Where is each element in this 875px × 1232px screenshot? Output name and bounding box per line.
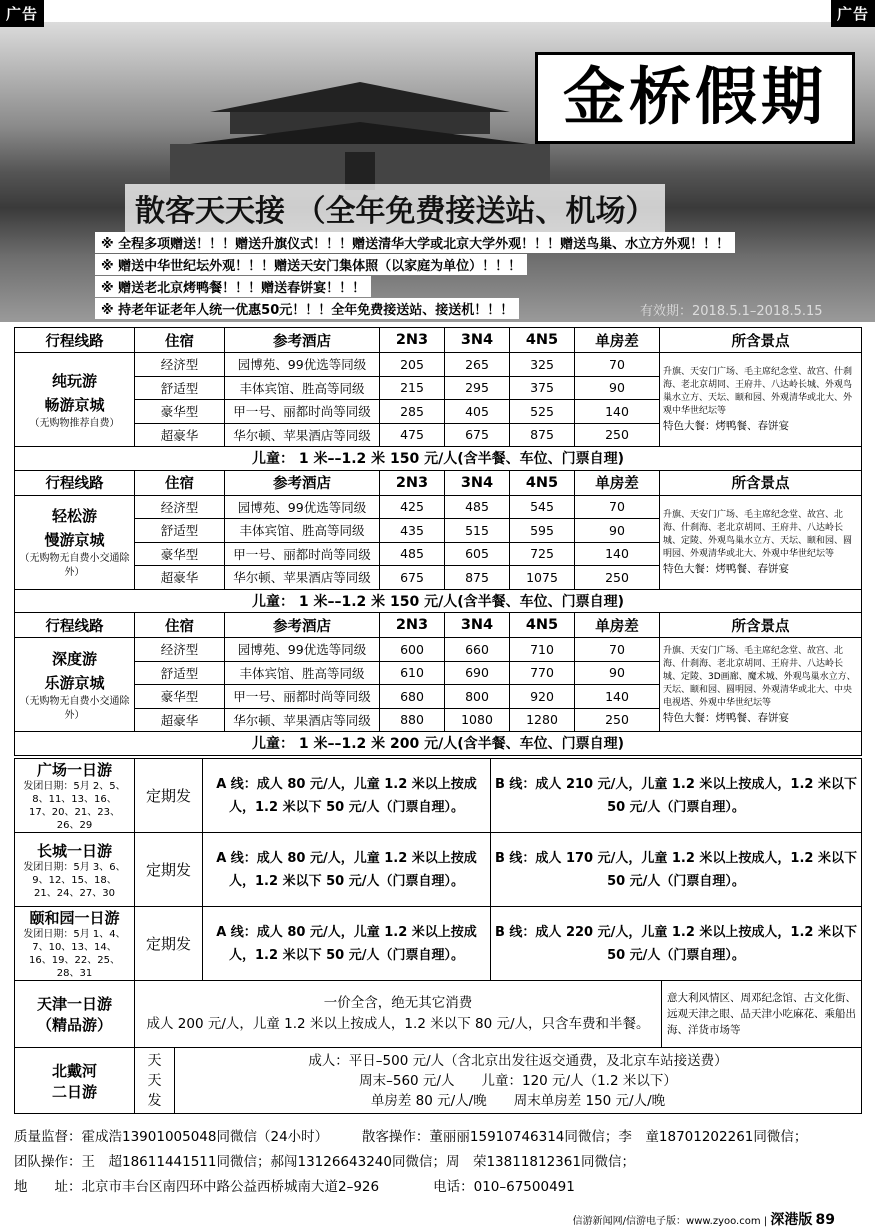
route-cell (15, 353, 135, 447)
table-cell: 710 (510, 638, 575, 662)
contact-line: 质量监督：霍成浩13901005048同微信（24小时） 散客操作：董丽丽15910746314同微信；李 童18701202261同微信； (14, 1129, 808, 1145)
table-row (15, 495, 862, 519)
child-price-row (15, 589, 862, 613)
column-header: 2N3 (380, 328, 445, 353)
column-header: 单房差 (575, 613, 660, 638)
table-cell: 超豪华 (135, 708, 225, 732)
table-cell: 丰体宾馆、胜高等同级 (225, 376, 380, 400)
route-name: 深度游 (51, 649, 97, 668)
table-cell: 经济型 (135, 353, 225, 377)
table-cell: 140 (575, 542, 660, 566)
column-header: 行程线路 (15, 328, 135, 353)
day-tour-frequency: 定期发 (135, 833, 203, 907)
route-note: （无购物推荐自费） (29, 417, 120, 429)
table-cell: 70 (575, 495, 660, 519)
scenic-cell (660, 353, 862, 447)
column-header: 参考酒店 (225, 328, 380, 353)
package-table (14, 327, 862, 756)
promo-line: ※ 持老年证老年人统一优惠50元！！！全年免费接送站、接送机！！！ (95, 298, 519, 319)
table-row (15, 353, 862, 377)
column-header: 4N5 (510, 470, 575, 495)
scenic-list: 升旗、天安门广场、毛主席纪念堂、故宫、什刹海、老北京胡同、王府井、八达岭长城、外观鸟巢水立方、天坛、颐和园、外观清华或北大、外观中华世纪坛等 (663, 367, 853, 416)
meal-note: 特色大餐：烤鸭餐、春饼宴 (663, 711, 789, 724)
day-tour-table (14, 758, 862, 981)
line-b: B 线：成人 170 元/人，儿童 1.2 米以上按成人，1.2 米以下 50 元/人（门票自理）。 (491, 833, 862, 907)
day-tour-name: 广场一日游 (36, 761, 112, 779)
beidaihe-price: 周末–560 元/人 儿童：120 元/人（1.2 米以下） (359, 1072, 677, 1089)
table-cell: 豪华型 (135, 685, 225, 709)
column-header: 4N5 (510, 613, 575, 638)
table-cell: 435 (380, 519, 445, 543)
tianjin-price: 成人 200 元/人，儿童 1.2 米以上按成人，1.2 米以下 80 元/人，只含车费和半餐。 (146, 1016, 650, 1032)
table-cell: 1075 (510, 566, 575, 590)
route-cell (15, 638, 135, 732)
table-cell: 770 (510, 661, 575, 685)
route-name: 轻松游 (51, 507, 97, 525)
table-cell: 超豪华 (135, 566, 225, 590)
day-tour-dates: 发团日期：5月 1、4、7、10、13、14、16、19、22、25、28、31 (23, 929, 126, 979)
route-name: 慢游京城 (44, 531, 105, 549)
day-tour-name: 颐和园一日游 (29, 909, 120, 927)
table-cell: 675 (380, 566, 445, 590)
scenic-cell (660, 495, 862, 589)
table-cell: 豪华型 (135, 400, 225, 424)
table-cell: 295 (445, 376, 510, 400)
day-tour-frequency: 定期发 (135, 759, 203, 833)
child-price: 儿童： 1 米––1.2 米 200 元/人(含半餐、车位、门票自理) (15, 732, 862, 756)
beidaihe-name: 二日游 (51, 1082, 97, 1101)
header-row (15, 470, 862, 495)
table-cell: 205 (380, 353, 445, 377)
child-price: 儿童： 1 米––1.2 米 150 元/人(含半餐、车位、门票自理) (15, 447, 862, 471)
table-cell: 600 (380, 638, 445, 662)
table-cell: 405 (445, 400, 510, 424)
column-header: 参考酒店 (225, 470, 380, 495)
column-header: 行程线路 (15, 613, 135, 638)
column-header: 3N4 (445, 470, 510, 495)
table-cell: 250 (575, 566, 660, 590)
table-row (15, 638, 862, 662)
hero-banner (0, 22, 875, 322)
table-cell: 265 (445, 353, 510, 377)
tianjin-scenic: 意大利风情区、周邓纪念馆、古文化街、远观天津之眼、品天津小吃麻花、乘船出海、洋货市场等 (662, 981, 862, 1048)
table-cell: 华尔顿、苹果酒店等同级 (225, 708, 380, 732)
column-header: 3N4 (445, 613, 510, 638)
slogan: 散客天天接 （全年免费接送站、机场） (125, 184, 665, 232)
column-header: 3N4 (445, 328, 510, 353)
header-row (15, 328, 862, 353)
table-cell: 90 (575, 661, 660, 685)
beidaihe-name: 北戴河 (51, 1061, 97, 1080)
table-cell: 90 (575, 519, 660, 543)
ad-tag-left: 广告 (0, 0, 44, 27)
table-cell: 690 (445, 661, 510, 685)
table-cell: 875 (510, 423, 575, 447)
day-tour-dates: 发团日期：5月 3、6、9、12、15、18、21、24、27、30 (23, 861, 126, 899)
beidaihe-price: 单房差 80 元/人/晚 周末单房差 150 元/人/晚 (370, 1092, 666, 1109)
table-cell: 375 (510, 376, 575, 400)
table-cell: 园博苑、99优选等同级 (225, 353, 380, 377)
table-cell: 舒适型 (135, 519, 225, 543)
beidaihe-table (14, 1047, 862, 1114)
column-header: 单房差 (575, 328, 660, 353)
footer: 信游新闻网/信游电子版：www.zyoo.com | 深港版 89 (572, 1212, 835, 1228)
footer-site: 信游新闻网/信游电子版：www.zyoo.com (572, 1216, 761, 1227)
validity: 有效期：2018.5.1–2018.5.15 (640, 304, 823, 319)
column-header: 参考酒店 (225, 613, 380, 638)
table-cell: 725 (510, 542, 575, 566)
route-note: （无购物无自费小交通除外） (19, 553, 130, 578)
day-tour-name: 长城一日游 (36, 841, 112, 860)
table-cell: 甲一号、丽都时尚等同级 (225, 542, 380, 566)
promo-line: ※ 赠送老北京烤鸭餐！！！赠送春饼宴！！！ (95, 276, 371, 297)
child-price-row (15, 447, 862, 471)
contact-line: 团队操作：王 超18611441511同微信；郝闯13126643240同微信；周 荣13811812361同微信； (14, 1154, 635, 1170)
promo-line: ※ 赠送中华世纪坛外观！！！赠送天安门集体照（以家庭为单位）！！！ (95, 254, 527, 275)
table-cell: 1280 (510, 708, 575, 732)
promo-line: ※ 全程多项赠送！！！赠送升旗仪式！！！赠送清华大学或北京大学外观！！！赠送鸟巢、水立方外观！！！ (95, 232, 735, 253)
table-cell: 经济型 (135, 638, 225, 662)
table-cell: 485 (380, 542, 445, 566)
day-tour-dates: 发团日期：5月 2、5、8、11、13、16、17、20、21、23、26、29 (23, 781, 126, 831)
beidaihe-frequency: 天 (147, 1072, 162, 1089)
table-cell: 华尔顿、苹果酒店等同级 (225, 423, 380, 447)
table-cell: 250 (575, 423, 660, 447)
line-b: B 线：成人 210 元/人，儿童 1.2 米以上按成人，1.2 米以下 50 元/人（门票自理）。 (491, 759, 862, 833)
ad-tag-right: 广告 (831, 0, 875, 27)
contact-block (14, 1125, 807, 1200)
table-cell: 1080 (445, 708, 510, 732)
table-cell: 园博苑、99优选等同级 (225, 495, 380, 519)
column-header: 所含景点 (660, 613, 862, 638)
table-cell: 华尔顿、苹果酒店等同级 (225, 566, 380, 590)
tiananmen-gate-image (170, 82, 550, 192)
table-cell: 485 (445, 495, 510, 519)
line-a: A 线：成人 80 元/人，儿童 1.2 米以上按成人，1.2 米以下 50 元/人（门票自理）。 (203, 833, 491, 907)
route-cell (15, 495, 135, 589)
table-cell: 甲一号、丽都时尚等同级 (225, 400, 380, 424)
line-b: B 线：成人 220 元/人，儿童 1.2 米以上按成人，1.2 米以下 50 元/人（门票自理）。 (491, 907, 862, 981)
table-cell: 875 (445, 566, 510, 590)
table-cell: 丰体宾馆、胜高等同级 (225, 661, 380, 685)
column-header: 所含景点 (660, 328, 862, 353)
scenic-list: 升旗、天安门广场、毛主席纪念堂、故宫、北海、什刹海、老北京胡同、王府井、八达岭长城、定陵、3D画廊、魔术城、外观鸟巢水立方、天坛、颐和园、圆明园、外观清华或北大、中央电视塔、外观中华世纪坛等 (663, 645, 856, 708)
route-name: 乐游京城 (44, 673, 105, 692)
meal-note: 特色大餐：烤鸭餐、春饼宴 (663, 420, 789, 432)
tianjin-headline: 一价全含，绝无其它消费 (323, 995, 473, 1011)
table-cell: 605 (445, 542, 510, 566)
table-cell: 325 (510, 353, 575, 377)
table-cell: 920 (510, 685, 575, 709)
table-cell: 285 (380, 400, 445, 424)
table-cell: 丰体宾馆、胜高等同级 (225, 519, 380, 543)
page-number: 89 (815, 1212, 835, 1228)
table-cell: 70 (575, 638, 660, 662)
extra-tour-table (14, 980, 862, 1048)
table-cell: 甲一号、丽都时尚等同级 (225, 685, 380, 709)
beidaihe-frequency: 发 (147, 1092, 162, 1109)
table-cell: 250 (575, 708, 660, 732)
scenic-cell (660, 638, 862, 732)
column-header: 所含景点 (660, 470, 862, 495)
tianjin-name: 天津一日游 (36, 995, 112, 1013)
table-cell: 215 (380, 376, 445, 400)
table-cell: 经济型 (135, 495, 225, 519)
table-cell: 140 (575, 685, 660, 709)
table-cell: 舒适型 (135, 661, 225, 685)
table-cell: 680 (380, 685, 445, 709)
table-cell: 70 (575, 353, 660, 377)
column-header: 单房差 (575, 470, 660, 495)
scenic-list: 升旗、天安门广场、毛主席纪念堂、故宫、北海、什刹海、老北京胡同、王府井、八达岭长城、定陵、外观鸟巢水立方、天坛、颐和园、圆明园、外观清华或北大、外观中华世纪坛等 (663, 509, 853, 559)
column-header: 4N5 (510, 328, 575, 353)
column-header: 住宿 (135, 328, 225, 353)
table-cell: 660 (445, 638, 510, 662)
column-header: 行程线路 (15, 470, 135, 495)
table-cell: 140 (575, 400, 660, 424)
table-cell: 475 (380, 423, 445, 447)
table-cell: 525 (510, 400, 575, 424)
column-header: 2N3 (380, 470, 445, 495)
contact-line: 地 址：北京市丰台区南四环中路公益西桥城南大道2–926 电话：010–67500491 (14, 1179, 575, 1195)
header-row (15, 613, 862, 638)
table-cell: 675 (445, 423, 510, 447)
child-price: 儿童： 1 米––1.2 米 150 元/人(含半餐、车位、门票自理) (15, 589, 862, 613)
table-cell: 425 (380, 495, 445, 519)
brand-logo: 金桥假期 (535, 52, 855, 144)
route-note: （无购物无自费小交通除 外） (19, 695, 130, 721)
tianjin-sub: （精品游） (36, 1016, 112, 1034)
meal-note: 特色大餐：烤鸭餐、春饼宴 (663, 562, 789, 575)
line-a: A 线：成人 80 元/人，儿童 1.2 米以上按成人，1.2 米以下 50 元/人（门票自理）。 (203, 759, 491, 833)
table-cell: 610 (380, 661, 445, 685)
route-name: 畅游京城 (44, 395, 105, 414)
beidaihe-frequency: 天 (147, 1052, 162, 1069)
table-cell: 800 (445, 685, 510, 709)
table-cell: 超豪华 (135, 423, 225, 447)
table-cell: 舒适型 (135, 376, 225, 400)
table-cell: 545 (510, 495, 575, 519)
line-a: A 线：成人 80 元/人，儿童 1.2 米以上按成人，1.2 米以下 50 元/人（门票自理）。 (203, 907, 491, 981)
route-name: 纯玩游 (51, 371, 97, 390)
table-cell: 515 (445, 519, 510, 543)
footer-edition: 深港版 (770, 1212, 813, 1228)
table-cell: 豪华型 (135, 542, 225, 566)
table-cell: 园博苑、99优选等同级 (225, 638, 380, 662)
table-cell: 595 (510, 519, 575, 543)
table-cell: 880 (380, 708, 445, 732)
column-header: 住宿 (135, 470, 225, 495)
child-price-row (15, 732, 862, 756)
table-cell: 90 (575, 376, 660, 400)
day-tour-frequency: 定期发 (135, 907, 203, 981)
column-header: 住宿 (135, 613, 225, 638)
beidaihe-price: 成人：平日–500 元/人（含北京出发往返交通费，及北京车站接送费） (308, 1052, 728, 1069)
column-header: 2N3 (380, 613, 445, 638)
